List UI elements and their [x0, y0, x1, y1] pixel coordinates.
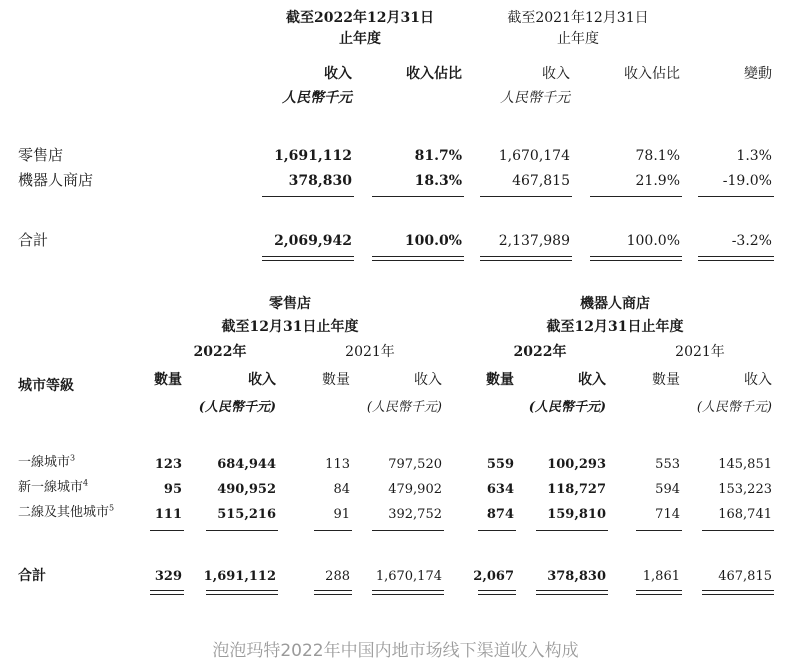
t2-total-cell: 329 — [154, 569, 182, 584]
t2-period-robot: 截至12月31日止年度 — [546, 319, 684, 335]
t2-cell: 118,727 — [547, 482, 606, 497]
t2-rule — [372, 530, 444, 531]
t2-total-cell: 1,861 — [642, 569, 680, 584]
t1-double-rule — [262, 256, 354, 261]
t2-cell: 100,293 — [547, 457, 606, 472]
t2-row-label: 新一線城市$^4$ — [18, 478, 89, 495]
t1-double-rule — [698, 256, 774, 261]
t2-col-rev: 收入 — [578, 372, 606, 388]
t2-group-retail: 零售店 — [269, 296, 311, 312]
t2-cell: 145,851 — [718, 457, 772, 472]
t1-total-label: 合計 — [18, 231, 49, 249]
t1-double-rule — [372, 256, 464, 261]
t2-cell: 84 — [333, 482, 350, 497]
t2-cell: 123 — [154, 457, 182, 472]
t1-rule — [698, 196, 774, 197]
t2-col-rev: 收入 — [744, 372, 772, 388]
t2-total-cell: 467,815 — [718, 569, 772, 584]
t1-total-cell: -3.2% — [731, 233, 772, 249]
t2-cell: 113 — [325, 457, 350, 472]
t1-cell: 78.1% — [635, 148, 680, 164]
t1-cell: 467,815 — [512, 173, 570, 189]
t2-rule — [536, 530, 608, 531]
t1-cell: -19.0% — [722, 173, 772, 189]
t2-col-qty: 數量 — [652, 372, 680, 388]
t1-header-2022-line2: 止年度 — [339, 31, 381, 47]
image-caption: 泡泡玛特2022年中国内地市场线下渠道收入构成 — [212, 641, 579, 661]
t2-cell: 159,810 — [547, 507, 606, 522]
t1-unit-2022: 人民幣千元 — [282, 90, 352, 106]
t2-col-qty: 數量 — [486, 372, 514, 388]
t2-unit: (人民幣千元) — [366, 400, 442, 415]
t2-cell: 153,223 — [718, 482, 772, 497]
t2-total-cell: 288 — [325, 569, 350, 584]
t2-group-robot: 機器人商店 — [580, 296, 650, 312]
t1-cell: 21.9% — [635, 173, 680, 189]
t2-year-2021-retail: 2021年 — [345, 344, 395, 360]
t2-rule — [150, 530, 184, 531]
t2-total-label: 合計 — [18, 568, 46, 584]
t2-total-cell: 2,067 — [473, 569, 514, 584]
t2-cell: 634 — [486, 482, 514, 497]
t2-cell: 714 — [655, 507, 680, 522]
t2-cell: 515,216 — [217, 507, 276, 522]
t2-double-rule — [636, 590, 682, 595]
t2-unit: (人民幣千元) — [528, 400, 606, 415]
t2-total-cell: 1,691,112 — [203, 569, 276, 584]
t2-col-rev: 收入 — [414, 372, 442, 388]
t1-total-cell: 100.0% — [404, 233, 462, 249]
t2-rule — [702, 530, 774, 531]
t2-cell: 168,741 — [718, 507, 772, 522]
t1-total-cell: 2,069,942 — [274, 233, 352, 249]
t2-cell: 490,952 — [217, 482, 276, 497]
t2-col-qty: 數量 — [154, 372, 182, 388]
t2-rule — [478, 530, 516, 531]
t2-double-rule — [478, 590, 516, 595]
t2-cell: 111 — [154, 507, 182, 522]
t1-col-share-2021: 收入佔比 — [624, 66, 680, 82]
t1-total-cell: 2,137,989 — [498, 233, 570, 249]
t2-total-cell: 1,670,174 — [375, 569, 442, 584]
t2-year-2022-robot: 2022年 — [513, 344, 567, 360]
t2-cell: 594 — [655, 482, 680, 497]
t1-col-revenue-2022: 收入 — [324, 66, 352, 82]
t2-cell: 95 — [163, 482, 182, 497]
t2-double-rule — [314, 590, 352, 595]
t1-header-2021-line1: 截至2021年12月31日 — [507, 10, 649, 26]
t1-row-label: 機器人商店 — [18, 171, 94, 189]
t1-col-revenue-2021: 收入 — [542, 66, 570, 82]
t1-col-change: 變動 — [744, 66, 772, 82]
t1-cell: 378,830 — [288, 173, 352, 189]
t1-double-rule — [480, 256, 572, 261]
t2-double-rule — [206, 590, 278, 595]
t2-rule — [314, 530, 352, 531]
t1-cell: 81.7% — [414, 148, 462, 164]
t2-unit: (人民幣千元) — [696, 400, 772, 415]
t2-cell: 797,520 — [388, 457, 442, 472]
t2-unit: (人民幣千元) — [198, 400, 276, 415]
t1-rule — [480, 196, 572, 197]
t1-cell: 1.3% — [736, 148, 772, 164]
t2-cell: 91 — [333, 507, 350, 522]
t2-cell: 479,902 — [388, 482, 442, 497]
t2-row-label: 一線城市$^3$ — [18, 453, 76, 470]
footnote-marker: 4 — [83, 478, 89, 488]
t2-rule — [636, 530, 682, 531]
t2-double-rule — [536, 590, 608, 595]
t1-cell: 18.3% — [414, 173, 462, 189]
t2-cell: 553 — [655, 457, 680, 472]
t1-total-cell: 100.0% — [626, 233, 680, 249]
t2-total-cell: 378,830 — [547, 569, 606, 584]
t2-cell: 559 — [486, 457, 514, 472]
t1-rule — [262, 196, 354, 197]
t2-rule — [206, 530, 278, 531]
t2-cell: 392,752 — [388, 507, 442, 522]
t2-col-qty: 數量 — [322, 372, 350, 388]
footnote-marker: 5 — [109, 503, 115, 513]
t2-col-rev: 收入 — [248, 372, 276, 388]
t1-header-2021-line2: 止年度 — [557, 31, 599, 47]
t2-double-rule — [372, 590, 444, 595]
t1-col-share-2022: 收入佔比 — [406, 66, 462, 82]
t2-year-2022-retail: 2022年 — [193, 344, 247, 360]
t1-row-label: 零售店 — [18, 146, 64, 164]
t1-double-rule — [590, 256, 682, 261]
t2-period-retail: 截至12月31日止年度 — [221, 319, 359, 335]
t1-rule — [372, 196, 464, 197]
t1-rule — [590, 196, 682, 197]
t1-cell: 1,691,112 — [274, 148, 352, 164]
t2-cell: 684,944 — [217, 457, 276, 472]
t2-cell: 874 — [486, 507, 514, 522]
t2-double-rule — [150, 590, 184, 595]
t1-cell: 1,670,174 — [498, 148, 570, 164]
footnote-marker: 3 — [70, 453, 76, 463]
t2-row-label: 二線及其他城市$^5$ — [18, 503, 115, 520]
t2-double-rule — [702, 590, 774, 595]
t2-city-tier-header: 城市等級 — [18, 378, 74, 394]
t1-unit-2021: 人民幣千元 — [500, 90, 570, 106]
t1-header-2022-line1: 截至2022年12月31日 — [286, 10, 434, 26]
t2-year-2021-robot: 2021年 — [675, 344, 725, 360]
